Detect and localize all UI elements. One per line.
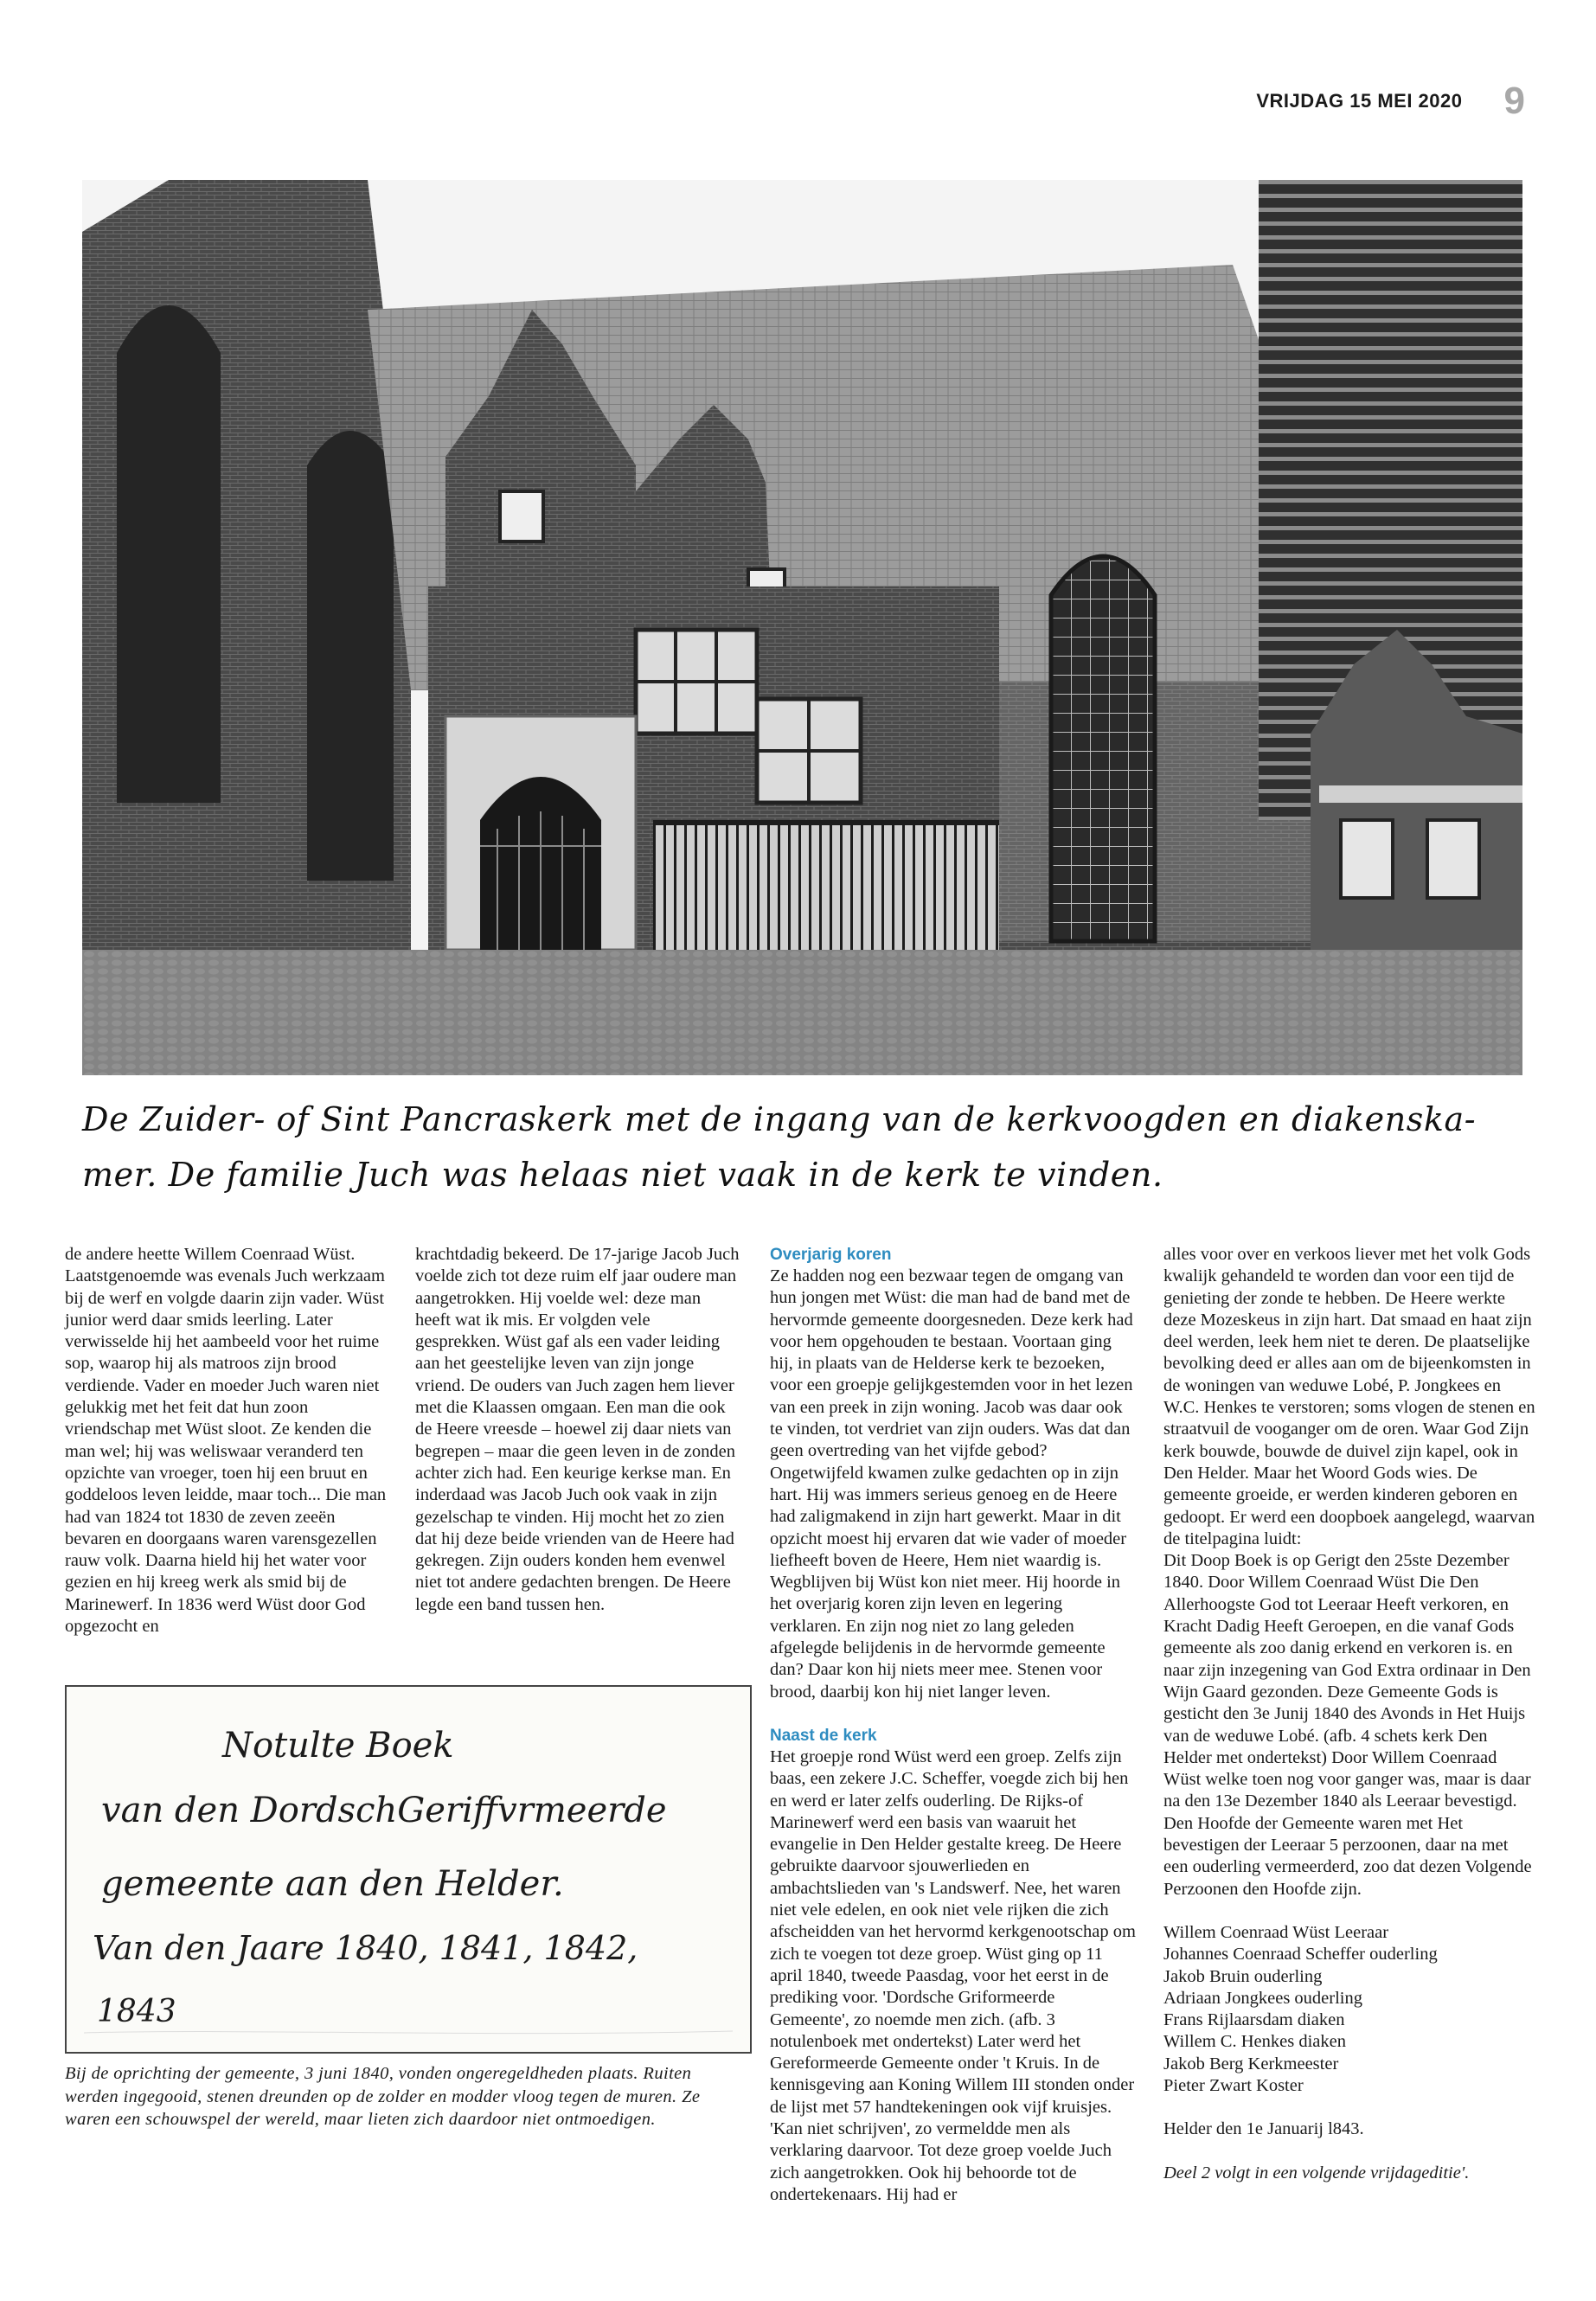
issue-date: VRIJDAG 15 MEI 2020: [1256, 90, 1463, 112]
name-list-item: Adriaan Jongkees ouderling: [1163, 1988, 1362, 2008]
name-list-item: Willem Coenraad Wüst Leeraar: [1163, 1922, 1389, 1942]
photo-caption-line-2: mer. De familie Juch was helaas niet vaak in de kerk te vinden.: [82, 1156, 1163, 1194]
page-number: 9: [1503, 80, 1525, 122]
notulenboek-caption: Bij de oprichting der gemeente, 3 juni 1840, vonden ongeregeldheden plaats. Ruiten werden ingegooid, stenen dreunden op de zolder en modder vloog tegen de muren. Ze waren een schouwspel der wereld, maar lieten zich daardoor niet ontmoedigen.: [65, 2064, 701, 2129]
column-4-text-2: Dit Doop Boek is op Gerigt den 25ste Dezember 1840. Door Willem Coenraad Wüst Die Den Allerhoogste God tot Leeraar Heeft verkoren, en Kracht Dadig Heeft Geroepen, en die vanaf Gods gemeente als zoo danig erkend en verkoren is. en naar zijn inzegening van God Extra ordinaar in Den Wijn Gaard gezonden. Deze Gemeente Gods is gesticht den 3e Junij 1840 des Avonds in Het Huijs van de weduwe Lobé. (afb. 4 schets kerk Den Helder met ondertekst) Door Willem Coenraad Wüst welke toen nog voor ganger was, maar is daar na den 13e Dezember 1840 als Leeraar bevestigd. Den Hoofde der Gemeente waren met Het bevestigen der Leeraar 5 perzoonen, daar na met een ouderling vermeerderd, zoo dat dezen Volgende Perzoonen den Hoofde zijn.: [1163, 1551, 1532, 1899]
subheading-overjarig-koren: Overjarig koren: [770, 1246, 892, 1264]
column-3-text-1: Ze hadden nog een bezwaar tegen de omgang van hun jongen met Wüst: die man had de band met de hervormde gemeente doorgesneden. Deze kerk had voor hem opgehouden te bestaan. Voortaan ging hij, in plaats van de Helderse kerk te bezoeken, voor een groepje gelijkgestemden voor in het lezen van een preek in zijn woning. Jacob was daar ook te vinden, tot verdriet van zijn ouders. Was dat dan geen overtreding van het vijfde gebod? Ongetwijfeld kwamen zulke gedachten op in zijn hart. Hij was immers serieus genoeg en de Heere had zaligmakend in zijn hart gewerkt. Maar in dit opzicht moest hij ervaren dat wie vader of moeder liefheeft boven de Heere, Hem niet waardig is. Wegblijven bij Wüst kon niet meer. Hij hoorde in het overjarig koren zijn leven en legering verklaren. En zijn nog niet zo lang geleden afgelegde belijdenis in de hervormde gemeente dan? Daar kon hij niets meer mee. Stenen voor brood, daarbij kon hij niet langer leven.: [770, 1266, 1133, 1702]
subheading-naast-de-kerk: Naast de kerk: [770, 1726, 877, 1745]
notulenboek-image: [65, 1685, 752, 2054]
name-list-item: Johannes Coenraad Scheffer ouderling: [1163, 1945, 1438, 1965]
photo-caption-line-1: De Zuider- of Sint Pancraskerk met de ingang van de kerkvoogden en diakenska-: [82, 1100, 1477, 1138]
name-list-item: Jakob Bruin ouderling: [1163, 1966, 1323, 1986]
article-column-2: [415, 1244, 740, 1616]
name-list-item: Jakob Berg Kerkmeester: [1163, 2054, 1339, 2073]
church-illustration: [82, 180, 1522, 1075]
page-header: [1256, 80, 1525, 123]
column-1-text: de andere heette Willem Coenraad Wüst. Laatstgenoemde was evenals Juch werkzaam bij de werf en volgde daarin zijn vader. Wüst junior werd daar smids leerling. Later verwisselde hij het aambeeld voor het ruime sop, waarop hij als matroos zijn brood verdiende. Vader en moeder Juch waren niet gelukkig met het feit dat hun zoon vriendschap met Wüst sloot. Ze kenden die man wel; hij was weliswaar veranderd ten opzichte van vroeger, toen hij een bruut en goddeloos leven leidde, maar toch... Die man had van 1824 tot 1830 de zeven zeeën bevaren en doorgaans waren varensgezellen rauw volk. Daarna hield hij het water voor gezien en hij kreeg werk als smid bij de Marinewerf. In 1836 werd Wüst door God opgezocht en: [65, 1245, 387, 1637]
article-column-4: [1163, 1244, 1535, 2184]
column-3-text-2: Het groepje rond Wüst werd een groep. Zelfs zijn baas, een zekere J.C. Scheffer, voegde zich bij hen en werd er later zelfs ouderling. De Rijks-of Marinewerf werd een basis van waaruit het evangelie in Den Helder gestalte kreeg. De Heere gebruikte daarvoor sjouwerlieden en ambachtslieden van 's Landswerf. Nee, het waren niet vele edelen, en ook niet vele rijken die zich afscheidden van het hervormd kerkgenootschap om zich te voegen tot deze groep. Wüst ging op 11 april 1840, tweede Paasdag, voor het eerst in de prediking voor. 'Dordsche Griformeerde Gemeente', zo noemde men zich. (afb. 3 notulenboek met ondertekst) Later werd het Gereformeerde Gemeente onder 't Kruis. In de kennisgeving aan Koning Willem III stonden onder de lijst met 57 handtekeningen ook vijf kruisjes. 'Kan niet schrijven', zo vermeldde men als verklaring daarvoor. Tot deze groep voelde Juch zich aangetrokken. Ook hij behoorde tot de ondertekenaars. Hij had er: [770, 1747, 1136, 2204]
name-list-item: Frans Rijlaarsdam diaken: [1163, 2010, 1345, 2030]
handwritten-line-3: gemeente aan den Helder.: [101, 1864, 564, 1904]
church-photo: [82, 180, 1522, 1075]
name-list-item: Willem C. Henkes diaken: [1163, 2032, 1346, 2052]
photo-caption: [82, 1092, 1522, 1202]
column-2-text: krachtdadig bekeerd. De 17-jarige Jacob Juch voelde zich tot deze ruim elf jaar oudere man aangetrokken. Hij voelde wel: deze man heeft wat ik mis. Er volgden vele gesprekken. Wüst gaf als een vader leiding aan het geestelijke leven van zijn jonge vriend. De ouders van Juch zagen hem liever met die Klaassen omgaan. Een man die ook de Heere vreesde – hoewel zij daar niets van begrepen – maar die geen leven in de zonden achter zich had. Een keurige kerkse man. En inderdaad was Jacob Juch ook vaak in zijn gezelschap te vinden. Hij mocht het zo zien dat hij deze beide vrienden van de Heere had gekregen. Zijn ouders konden hem evenwel niet tot andere gedachten brengen. De Heere legde een band tussen hen.: [415, 1245, 740, 1614]
continuation-note: Deel 2 volgt in een volgende vrijdageditie'.: [1163, 2163, 1470, 2182]
column-4-text-1: alles voor over en verkoos liever met het volk Gods kwalijk gehandeld te worden dan voor een tijd de genieting der zonde te hebben. De Heere werkte deze Mozeskeus in zijn hart. Dat smaad en haat zijn deel werden, leek hem niet te deren. De plaatselijke bevolking deed er alles aan om de bijeenkomsten in de woningen van weduwe Lobé, P. Jongkees en W.C. Henkes te verstoren; soms vlogen de stenen en straatvuil de vooganger om de oren. Waar God Zijn kerk bouwde, bouwde de duivel zijn kapel, ook in Den Helder. Maar het Woord Gods wies. De gemeente groeide, er werden kinderen geboren en gedoopt. Er werd een doopboek aangelegd, waarvan de titelpagina luidt:: [1163, 1245, 1535, 1548]
handwritten-line-1: Notulte Boek: [222, 1726, 454, 1766]
name-list-item: Pieter Zwart Koster: [1163, 2075, 1304, 2095]
article-column-3: [770, 1244, 1138, 2206]
dateline: Helder den 1e Januarij l843.: [1163, 2119, 1364, 2139]
handwritten-line-4: Van den Jaare 1840, 1841, 1842,: [93, 1929, 638, 1967]
handwritten-line-5: 1843: [97, 1994, 176, 2029]
article-column-1: [65, 1244, 389, 1638]
handwritten-line-2: van den DordschGeriffvrmeerde: [101, 1791, 667, 1830]
